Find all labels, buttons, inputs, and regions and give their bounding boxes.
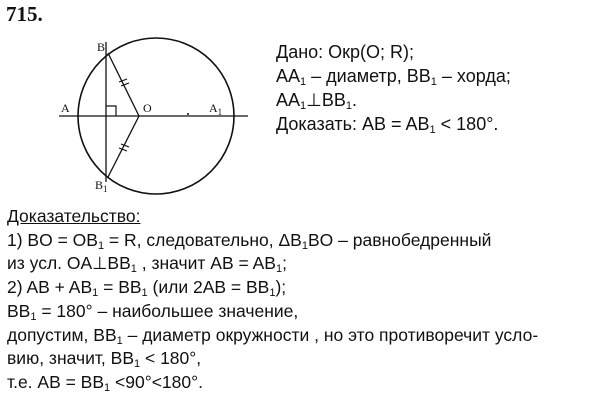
given-line-2: $AA_1$ – диаметр, $BB_1$ – хорда; bbox=[276, 66, 511, 88]
label-b1: $B_1$ bbox=[95, 178, 108, 194]
given-line-1: Дано: Окр(O; R); bbox=[276, 42, 415, 62]
label-o: O bbox=[143, 101, 152, 115]
proof-line-1: 1) BO = $OB_1 = R$, следовательно, $\Delta B_1BO$ – равнобедренный bbox=[7, 229, 492, 252]
tick-marks-ob bbox=[119, 79, 129, 86]
proof-line-4: $BB_1 = 180^\circ$ – наибольшее значение, bbox=[7, 300, 299, 323]
label-b: B bbox=[97, 40, 106, 54]
proof-line-7: т.е. AB = $BB_1 <90^\circ<180^\circ$. bbox=[7, 371, 203, 394]
circle-diagram bbox=[52, 36, 262, 202]
proof-line-2: из усл. $OA\perp BB_1$ , значит AB = $AB_1$; bbox=[7, 253, 287, 276]
tick-marks-ob1 bbox=[119, 144, 129, 151]
geometry-figure bbox=[52, 36, 262, 202]
proof-heading: Доказательство: bbox=[7, 206, 141, 226]
given-block bbox=[276, 40, 511, 136]
label-a1: $A_1$ bbox=[209, 101, 223, 117]
label-a: A bbox=[61, 101, 70, 115]
given-line-4: Доказать: AB = $AB_1 < 180^\circ$. bbox=[276, 114, 499, 136]
right-angle-mark bbox=[106, 106, 116, 116]
proof-line-3: 2) AB + $AB_1 = BB_1$ (или $2AB = BB_1$); bbox=[7, 277, 287, 300]
proof-line-5: допустим, $BB_1$ – диаметр окружности , но это противоречит усло- bbox=[7, 324, 539, 347]
small-dot bbox=[187, 113, 189, 115]
given-line-3: $AA_1\perp BB_1$. bbox=[276, 90, 357, 112]
radius-ob1 bbox=[108, 116, 139, 177]
problem-number: 715. bbox=[6, 2, 43, 26]
proof-line-6: вию, значит, $BB_1 < 180^\circ$, bbox=[7, 348, 202, 371]
proof-block bbox=[7, 205, 538, 395]
